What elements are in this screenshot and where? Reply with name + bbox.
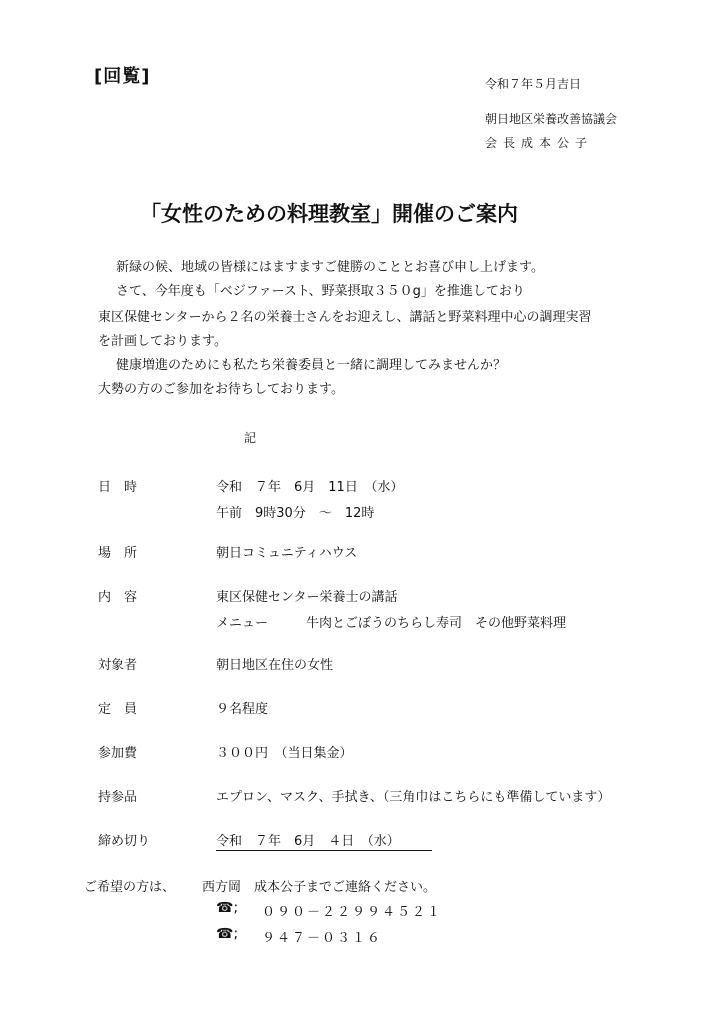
items-value: エプロン、マスク、手拭き、（三角巾はこちらにも準備しています） — [216, 790, 611, 805]
capacity-value: ９名程度 — [216, 702, 269, 717]
body-paragraph-line: 東区保健センターから２名の栄養士さんをお迎えし、講話と野菜料理中心の調理実習 — [98, 310, 592, 325]
telephone-icon: ☎; — [216, 926, 239, 942]
telephone-icon: ☎; — [216, 900, 239, 916]
body-paragraph-line: 新緑の候、地域の皆様にはますますご健勝のこととお喜び申し上げます。 — [116, 260, 544, 275]
fee-value: ３００円 （当日集金） — [216, 746, 353, 761]
datetime-date: 令和 ７年 6月 11日 （水） — [216, 480, 404, 495]
datetime-time: 午前 9時30分 ～ 12時 — [216, 506, 375, 521]
phone-number-1: ０９０－２２９９４５２１ — [262, 905, 443, 920]
body-paragraph-line: さて、今年度も「ベジファースト、野菜摂取３５０g」を推進しており — [116, 284, 525, 299]
capacity-label: 定 員 — [98, 702, 138, 717]
phone-number-2: ９４７－０３１６ — [262, 931, 383, 946]
place-label: 場 所 — [98, 546, 138, 561]
items-label: 持参品 — [98, 790, 138, 805]
contact-name: 西方岡 成本公子までご連絡ください。 — [202, 880, 437, 895]
body-paragraph-line: 健康増進のためにも私たち栄養委員と一緒に調理してみませんか？ — [116, 358, 507, 373]
content-value: 東区保健センター栄養士の講話 — [216, 590, 398, 605]
organization-name: 朝日地区栄養改善協議会 — [485, 112, 618, 126]
body-paragraph-line: を計画しております。 — [98, 334, 227, 349]
menu-value: 牛肉とごぼうのちらし寿司 その他野菜料理 — [306, 616, 567, 631]
deadline-value: 令和 ７年 6月 ４日 （水） — [216, 830, 432, 851]
fee-label: 参加費 — [98, 746, 138, 761]
datetime-label: 日 時 — [98, 480, 138, 495]
contact-label: ご希望の方は、 — [84, 880, 176, 895]
ki-heading: 記 — [244, 431, 257, 445]
page-title: 「女性のための料理教室」開催のご案内 — [140, 202, 518, 226]
kairan-label: [回覧] — [94, 66, 151, 87]
target-label: 対象者 — [98, 658, 138, 673]
place-value: 朝日コミュニティハウス — [216, 546, 358, 561]
issue-date: 令和７年５月吉日 — [485, 77, 582, 91]
body-paragraph-line: 大勢の方のご参加をお待ちしております。 — [98, 382, 344, 397]
menu-label: メニュー — [216, 616, 269, 631]
deadline-label: 締め切り — [98, 834, 151, 849]
chairperson-name: 会長成本公子 — [485, 136, 594, 150]
target-value: 朝日地区在住の女性 — [216, 658, 334, 673]
content-label: 内 容 — [98, 590, 138, 605]
